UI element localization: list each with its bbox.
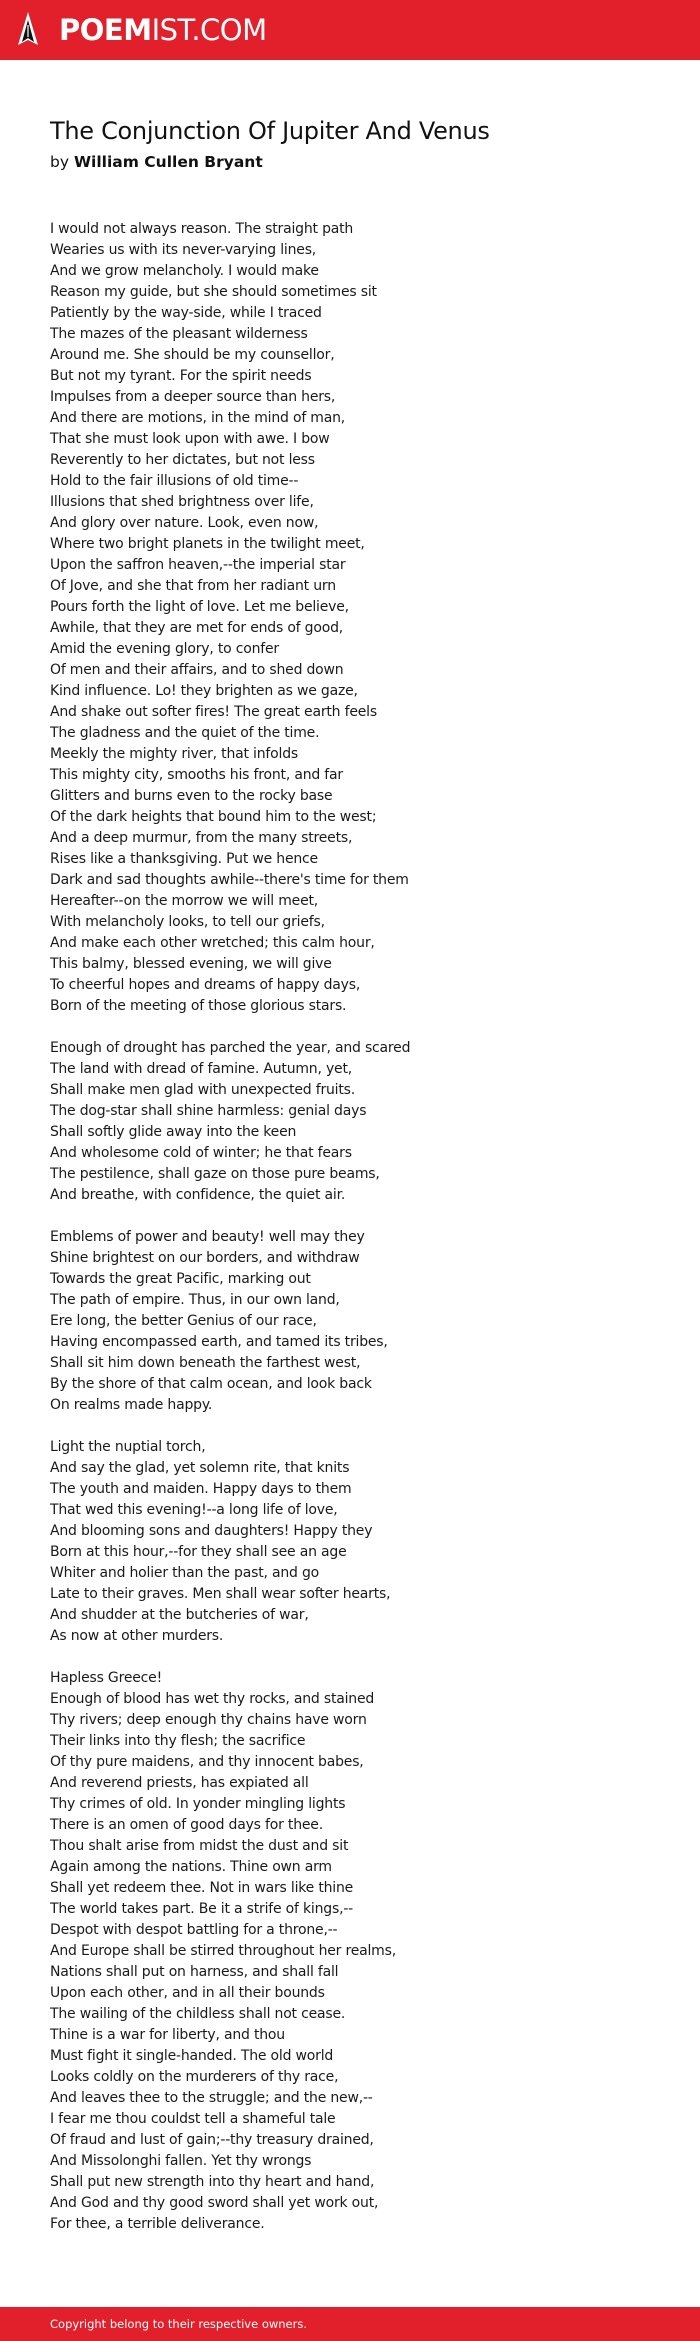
- poem-line: Born at this hour,--for they shall see an age: [50, 1544, 347, 1560]
- poem-line: Enough of blood has wet thy rocks, and stained: [50, 1691, 375, 1707]
- poem-line: The land with dread of famine. Autumn, yet,: [50, 1061, 353, 1077]
- poem-line: And a deep murmur, from the many streets,: [50, 830, 353, 846]
- poem-line: And shake out softer fires! The great earth feels: [50, 704, 377, 720]
- poem-line: And we grow melancholy. I would make: [50, 263, 319, 279]
- poem-heading: [50, 114, 670, 173]
- poem-line: To cheerful hopes and dreams of happy days,: [50, 977, 361, 993]
- poem-line: Hold to the fair illusions of old time--: [50, 473, 299, 489]
- poem-line: And blooming sons and daughters! Happy they: [50, 1523, 373, 1539]
- poem-line: The path of empire. Thus, in our own land,: [50, 1292, 340, 1308]
- poem-line: Kind influence. Lo! they brighten as we gaze,: [50, 683, 358, 699]
- poem-line: This balmy, blessed evening, we will give: [50, 956, 332, 972]
- poem-line: The youth and maiden. Happy days to them: [50, 1481, 352, 1497]
- poem-line: Of fraud and lust of gain;--thy treasury drained,: [50, 2132, 374, 2148]
- poem-line: Shall sit him down beneath the farthest west,: [50, 1355, 361, 1371]
- poem-line: Shall put new strength into thy heart and hand,: [50, 2174, 375, 2190]
- poem-line: The pestilence, shall gaze on those pure beams,: [50, 1166, 380, 1182]
- poem-line: Nations shall put on harness, and shall fall: [50, 1964, 339, 1980]
- poem-line: Glitters and burns even to the rocky base: [50, 788, 333, 804]
- poem-line: Amid the evening glory, to confer: [50, 641, 279, 657]
- poem-line: Upon each other, and in all their bounds: [50, 1985, 325, 2001]
- poem-title: The Conjunction Of Jupiter And Venus: [50, 117, 490, 145]
- poem-line: Shine brightest on our borders, and withdraw: [50, 1250, 360, 1266]
- poem-line: Enough of drought has parched the year, and scared: [50, 1040, 411, 1056]
- poem-line: For thee, a terrible deliverance.: [50, 2216, 265, 2232]
- poem-line: Must fight it single-handed. The old world: [50, 2048, 334, 2064]
- site-header: [0, 0, 700, 60]
- poem-line: Pours forth the light of love. Let me believe,: [50, 599, 349, 615]
- poem-line: Shall yet redeem thee. Not in wars like thine: [50, 1880, 354, 1896]
- poem-line: And leaves thee to the struggle; and the new,--: [50, 2090, 373, 2106]
- poem-line: Born of the meeting of those glorious stars.: [50, 998, 347, 1014]
- poem-line: Meekly the mighty river, that infolds: [50, 746, 298, 762]
- poem-line: Again among the nations. Thine own arm: [50, 1859, 332, 1875]
- poem-line: And make each other wretched; this calm hour,: [50, 935, 375, 951]
- poem-stanza: [50, 1668, 670, 2235]
- site-footer: [0, 2307, 700, 2341]
- logo-text-bold: POEM: [59, 13, 152, 47]
- poem-line: Towards the great Pacific, marking out: [50, 1271, 311, 1287]
- site-logo[interactable]: [17, 11, 267, 49]
- poem-line: Reason my guide, but she should sometimes sit: [50, 284, 377, 300]
- poem-line: Thou shalt arise from midst the dust and sit: [50, 1838, 349, 1854]
- poem-line: Hereafter--on the morrow we will meet,: [50, 893, 319, 909]
- poem-line: I fear me thou couldst tell a shameful tale: [50, 2111, 336, 2127]
- poem-line: That she must look upon with awe. I bow: [50, 431, 330, 447]
- poem-line: And say the glad, yet solemn rite, that knits: [50, 1460, 350, 1476]
- poem-line: And breathe, with confidence, the quiet air.: [50, 1187, 346, 1203]
- logo-wordmark: [59, 11, 267, 49]
- poem-line: Their links into thy flesh; the sacrifice: [50, 1733, 306, 1749]
- poem-body: [50, 219, 670, 2256]
- poem-stanza: [50, 1227, 670, 1416]
- poem-line: And glory over nature. Look, even now,: [50, 515, 319, 531]
- poem-line: I would not always reason. The straight path: [50, 221, 354, 237]
- poem-line: Dark and sad thoughts awhile--there's time for them: [50, 872, 409, 888]
- poem-line: Of men and their affairs, and to shed down: [50, 662, 344, 678]
- poem-line: By the shore of that calm ocean, and look back: [50, 1376, 372, 1392]
- poem-line: And God and thy good sword shall yet work out,: [50, 2195, 379, 2211]
- pen-nib-icon: [17, 11, 39, 49]
- byline-prefix: by: [50, 153, 70, 171]
- poem-line: The mazes of the pleasant wilderness: [50, 326, 308, 342]
- poem-line: Despot with despot battling for a throne,--: [50, 1922, 338, 1938]
- poem-line: And shudder at the butcheries of war,: [50, 1607, 309, 1623]
- poem-line: Impulses from a deeper source than hers,: [50, 389, 336, 405]
- poem-line: There is an omen of good days for thee.: [50, 1817, 323, 1833]
- poem-line: Shall softly glide away into the keen: [50, 1124, 297, 1140]
- poem-line: As now at other murders.: [50, 1628, 224, 1644]
- poem-line: Thy rivers; deep enough thy chains have worn: [50, 1712, 367, 1728]
- poem-line: Hapless Greece!: [50, 1670, 162, 1686]
- poem-line: And Europe shall be stirred throughout her realms,: [50, 1943, 396, 1959]
- poem-line: Awhile, that they are met for ends of good,: [50, 620, 344, 636]
- poem-line: This mighty city, smooths his front, and far: [50, 767, 343, 783]
- poem-line: The gladness and the quiet of the time.: [50, 725, 320, 741]
- poem-stanza: [50, 1038, 670, 1206]
- poem-line: On realms made happy.: [50, 1397, 213, 1413]
- poem-line: The wailing of the childless shall not cease.: [50, 2006, 346, 2022]
- poem-line: Shall make men glad with unexpected fruits.: [50, 1082, 355, 1098]
- poem-line: Looks coldly on the murderers of thy race,: [50, 2069, 339, 2085]
- poem-line: With melancholy looks, to tell our griefs,: [50, 914, 325, 930]
- poem-line: Light the nuptial torch,: [50, 1439, 206, 1455]
- author-name: William Cullen Bryant: [73, 153, 263, 171]
- poem-line: Wearies us with its never-varying lines,: [50, 242, 317, 258]
- poem-line: The dog-star shall shine harmless: genial days: [50, 1103, 367, 1119]
- poem-stanza: [50, 219, 670, 1017]
- poem-line: And wholesome cold of winter; he that fears: [50, 1145, 352, 1161]
- poem-line: Thy crimes of old. In yonder mingling lights: [50, 1796, 346, 1812]
- poem-line: That wed this evening!--a long life of love,: [50, 1502, 338, 1518]
- copyright-text: Copyright belong to their respective owners.: [50, 2317, 308, 2331]
- poem-line: Where two bright planets in the twilight meet,: [50, 536, 365, 552]
- poem-line: Around me. She should be my counsellor,: [50, 347, 335, 363]
- poem-line: And there are motions, in the mind of man,: [50, 410, 346, 426]
- poem-line: Ere long, the better Genius of our race,: [50, 1313, 317, 1329]
- poem-line: And Missolonghi fallen. Yet thy wrongs: [50, 2153, 312, 2169]
- poem-stanza: [50, 1437, 670, 1647]
- poem-line: The world takes part. Be it a strife of kings,--: [50, 1901, 354, 1917]
- poem-line: Reverently to her dictates, but not less: [50, 452, 315, 468]
- poem-line: Illusions that shed brightness over life,: [50, 494, 314, 510]
- poem-line: Upon the saffron heaven,--the imperial star: [50, 557, 346, 573]
- poem-line: Of Jove, and she that from her radiant urn: [50, 578, 336, 594]
- poem-line: Thine is a war for liberty, and thou: [50, 2027, 285, 2043]
- poem-line: Having encompassed earth, and tamed its tribes,: [50, 1334, 388, 1350]
- poem-line: Patiently by the way-side, while I traced: [50, 305, 322, 321]
- poem-line: Of thy pure maidens, and thy innocent babes,: [50, 1754, 364, 1770]
- poem-line: But not my tyrant. For the spirit needs: [50, 368, 312, 384]
- poem-line: Rises like a thanksgiving. Put we hence: [50, 851, 318, 867]
- poem-line: And reverend priests, has expiated all: [50, 1775, 309, 1791]
- logo-text-light: IST.COM: [151, 13, 267, 47]
- byline: [50, 151, 670, 173]
- poem-line: Whiter and holier than the past, and go: [50, 1565, 320, 1581]
- poem-line: Of the dark heights that bound him to the west;: [50, 809, 377, 825]
- poem-line: Late to their graves. Men shall wear softer hearts,: [50, 1586, 391, 1602]
- poem-line: Emblems of power and beauty! well may they: [50, 1229, 365, 1245]
